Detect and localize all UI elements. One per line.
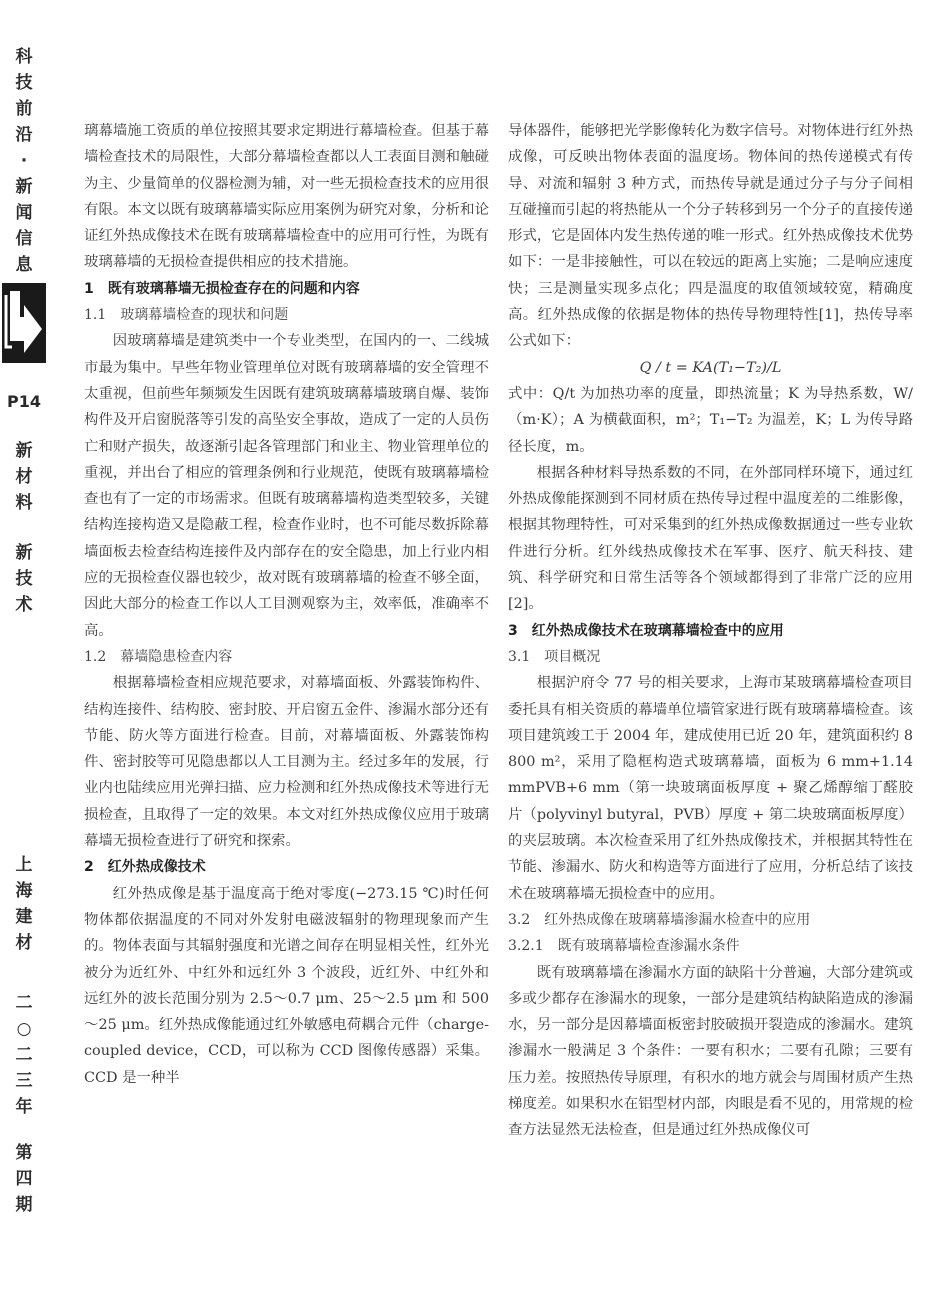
sidebar-char: 沿 xyxy=(15,125,33,145)
sidebar-char: 技 xyxy=(15,73,33,93)
paragraph: 根据幕墙检查相应规范要求，对幕墙面板、外露装饰构件、结构连接件、结构胶、密封胶、开启窗五金件、渗漏水部分还有节能、防火等方面进行检查。目前，对幕墙面板、外露装饰构件、密封胶等可见隐患都以人工目测为主。经过多年的发展，行业内也陆续应用光弹扫描、应力检测和红外热成像技术等进行无损检查，且取得了一定的效果。本文对红外热成像仪应用于玻璃幕墙无损检查进行了研究和探索。 xyxy=(84,675,489,850)
sidebar-char: 信 xyxy=(15,229,33,249)
sidebar-issue xyxy=(2,1140,46,1218)
paragraph: 导体器件，能够把光学影像转化为数字信号。对物体进行红外热成像，可反映出物体表面的温度场。物体间的热传递模式有传导、对流和辐射 3 种方式，而热传导就是通过分子与分子间相互碰撞而引起的将热能从一个分子转移到另一个分子的直接传递形式，它是固体内发生热传递的唯一形式。红外热成像技术优势如下：一是非接触性，可以在较远的距离上实施；二是响应速度快；三是测量实现多点化；四是温度的取值领域较宽，精确度高。红外热成像的依据是物体的热传导物理特性[1]，热传导率公式如下： xyxy=(508,123,913,350)
sidebar-char: 二 xyxy=(15,1045,33,1065)
sidebar-char: 术 xyxy=(15,595,33,615)
section-heading: 1 既有玻璃幕墙无损检查存在的问题和内容 xyxy=(84,280,360,297)
sidebar-char: 前 xyxy=(15,99,33,119)
sidebar-year xyxy=(2,990,46,1120)
paragraph: 既有玻璃幕墙在渗漏水方面的缺陷十分普遍，大部分建筑或多或少都存在渗漏水的现象，一部分是建筑结构缺陷造成的渗漏水，另一部分是因幕墙面板密封胶破损开裂造成的渗漏水。建筑渗漏水一般满足 3 个条件：一要有积水；二要有孔隙；三要有压力差。按照热传导原理，有积水的地方就会与周围材质产生热梯度差。如果积水在铝型材内部，肉眼是看不见的，用常规的检查方法显然无法检查，但是通过红外热成像仪可 xyxy=(508,964,913,1139)
arrow-logo-icon xyxy=(2,283,46,363)
sidebar-char: 技 xyxy=(15,569,33,589)
section-heading: 2 红外热成像技术 xyxy=(84,859,206,876)
paragraph: 根据沪府令 77 号的相关要求，上海市某玻璃幕墙检查项目委托具有相关资质的幕墙单位墙管家进行既有玻璃幕墙检查。该项目建筑竣工于 2004 年，建成使用已近 20 年，建筑面积约 8 800 m²，采用了隐框构造式玻璃幕墙，面板为 6 mm+1.14 mmPVB+6 mm（第一块玻璃面板厚度 + 聚乙烯醇缩丁醛胶片（polyvinyl butyral，PVB）厚度 + 第二块玻璃面板厚度）的夹层玻璃。本次检查采用了红外热成像技术，并根据其特性在节能、渗漏水、防火和构造等方面进行了应用，分析总结了该技术在玻璃幕墙无损检查中的应用。 xyxy=(508,675,913,902)
sidebar-char: 建 xyxy=(15,907,33,927)
sidebar-char: 料 xyxy=(15,493,33,513)
paragraph: 红外热成像是基于温度高于绝对零度(−273.15 ℃)时任何物体都依据温度的不同对外发射电磁波辐射的物理现象而产生的。物体表面与其辐射强度和光谱之间存在明显相关性，红外光被分为近红外、中红外和远红外 3 个波段，近红外、中红外和远红外的波长范围分别为 2.5～0.7 μm、25～2.5 μm 和 500～25 μm。红外热成像能通过红外敏感电荷耦合元件（charge-coupled device，CCD，可以称为 CCD 图像传感器）采集。CCD 是一种半 xyxy=(84,885,489,1086)
sidebar-char: 海 xyxy=(15,881,33,901)
section-heading: 3 红外热成像技术在玻璃幕墙检查中的应用 xyxy=(508,622,784,639)
subsubsection-heading: 3.2.1 既有玻璃幕墙检查渗漏水条件 xyxy=(508,938,740,955)
sidebar-char: 二 xyxy=(15,993,33,1013)
formula: Q / t = KA(T₁−T₂)/L xyxy=(639,359,782,376)
sidebar-char: 新 xyxy=(15,177,33,197)
sidebar-char: 科 xyxy=(15,47,33,67)
sidebar-char: 材 xyxy=(15,933,33,953)
sidebar-char: 上 xyxy=(15,855,33,875)
sidebar xyxy=(0,0,50,1308)
paragraph: 因玻璃幕墙是建筑类中一个专业类型，在国内的一、二线城市最为集中。早些年物业管理单位对既有玻璃幕墙的安全管理不太重视，但前些年频频发生因既有建筑玻璃幕墙玻璃自爆、装饰构件及开启窗脱落等引发的高坠安全事故，造成了一定的人员伤亡和财产损失，故逐渐引起各管理部门和业主、物业管理单位的重视，并出台了相应的管理条例和行业规范，使既有玻璃幕墙检查也有了一定的市场需求。但既有玻璃幕墙构造类型较多，关键结构连接构造又是隐蔽工程，检查作业时，也不可能尽数拆除幕墙面板去检查结构连接件及内部存在的安全隐患，加上行业内相应的无损检查仪器也较少，故对既有玻璃幕墙的检查不够全面，因此大部分的检查工作以人工目测观察为主，效率低，准确率不高。 xyxy=(84,333,489,639)
right-column xyxy=(508,118,913,1144)
sidebar-char: 新 xyxy=(15,543,33,563)
sidebar-char: ○ xyxy=(16,1019,32,1039)
sidebar-char: 闻 xyxy=(15,203,33,223)
subsection-heading: 3.2 红外热成像在玻璃幕墙渗漏水检查中的应用 xyxy=(508,911,811,928)
sidebar-char: · xyxy=(20,151,28,171)
sidebar-char: 息 xyxy=(15,255,33,275)
sidebar-journal-name xyxy=(2,852,46,956)
sidebar-section-label xyxy=(2,44,46,278)
sidebar-char: 新 xyxy=(15,441,33,461)
sidebar-column-label xyxy=(2,540,46,618)
sidebar-char: 三 xyxy=(15,1071,33,1091)
sidebar-column-label xyxy=(2,438,46,516)
left-column xyxy=(84,118,489,1091)
sidebar-char: 年 xyxy=(15,1097,33,1117)
subsection-heading: 3.1 项目概况 xyxy=(508,648,601,665)
sidebar-char: 材 xyxy=(15,467,33,487)
page-number: P14 xyxy=(7,392,41,411)
subsection-heading: 1.2 幕墙隐患检查内容 xyxy=(84,648,233,665)
sidebar-char: 四 xyxy=(15,1169,33,1189)
paragraph: 根据各种材料导热系数的不同，在外部同样环境下，通过红外热成像能探测到不同材质在热传导过程中温度差的二维影像，根据其物理特性，可对采集到的红外热成像数据通过一些专业软件进行分析。红外线热成像技术在军事、医疗、航天科技、建筑、科学研究和日常生活等各个领域都得到了非常广泛的应用[2]。 xyxy=(508,464,913,613)
paragraph: 璃幕墙施工资质的单位按照其要求定期进行幕墙检查。但基于幕墙检查技术的局限性，大部分幕墙检查都以人工表面目测和触碰为主、少量简单的仪器检测为辅，对一些无损检查技术的应用很有限。本文以既有玻璃幕墙实际应用案例为研究对象，分析和论证红外热成像技术在既有玻璃幕墙检查中的应用可行性，为既有玻璃幕墙的无损检查提供相应的技术措施。 xyxy=(84,123,489,271)
subsection-heading: 1.1 玻璃幕墙检查的现状和问题 xyxy=(84,307,289,324)
sidebar-char: 第 xyxy=(15,1143,33,1163)
formula-description: 式中：Q/t 为加热功率的度量，即热流量；K 为导热系数，W/（m·K）；A 为横截面积，m²；T₁−T₂ 为温差，K；L 为传导路径长度，m。 xyxy=(508,385,913,455)
sidebar-char: 期 xyxy=(15,1195,33,1215)
